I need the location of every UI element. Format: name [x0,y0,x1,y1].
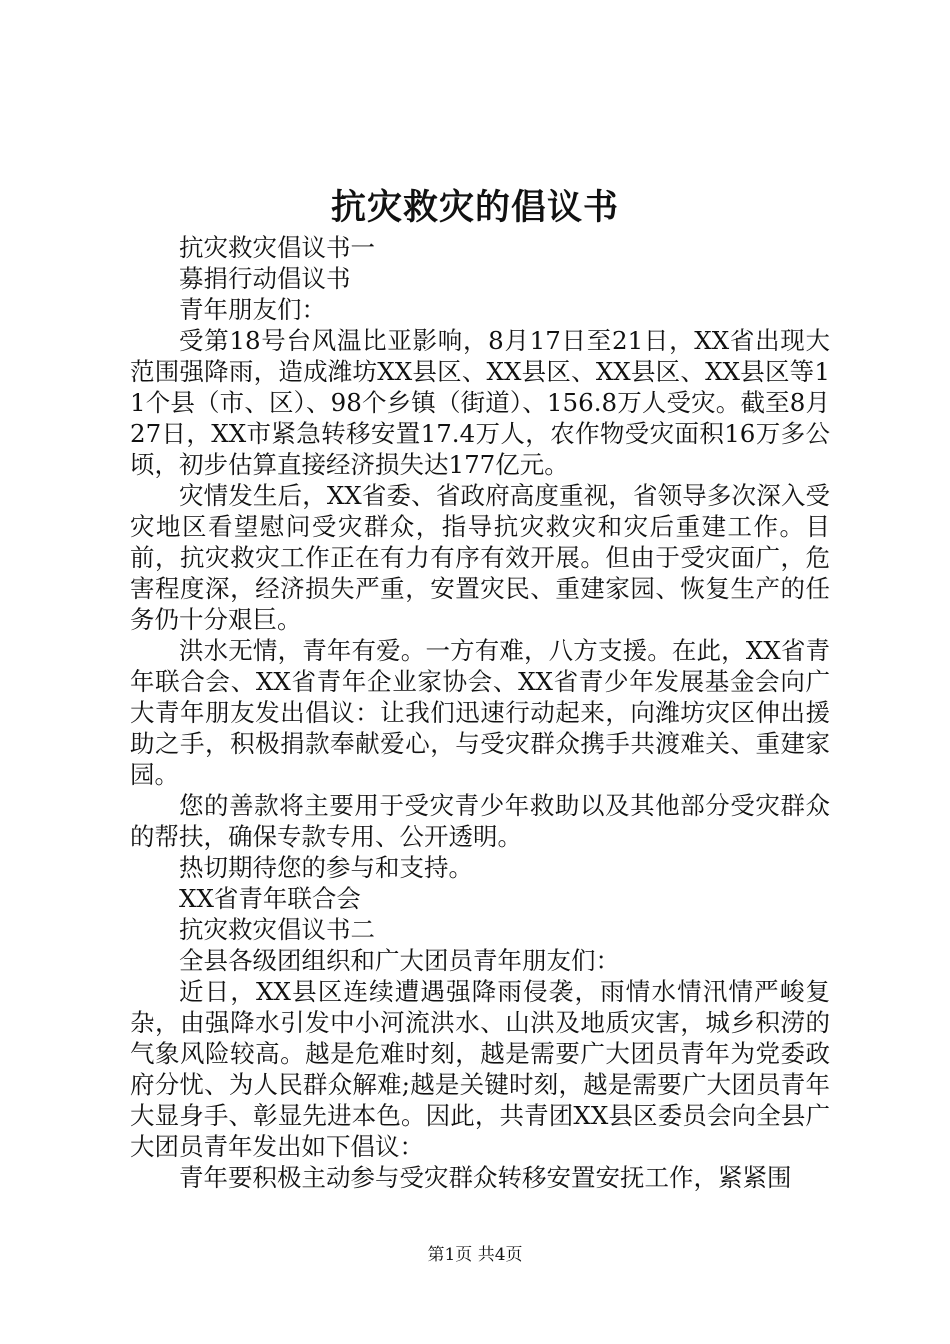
paragraph-salutation: 青年朋友们： [179,295,326,324]
paragraph: 洪水无情，青年有爱。一方有难，八方支援。在此，XX省青年联合会、XX省青年企业家协会、XX省青少年发展基金会向广大青年朋友发出倡议：让我们迅速行动起来，向潍坊灾区伸出援助之手，积极捐款奉献爱心，与受灾群众携手共渡难关、重建家园。 [130,636,830,789]
paragraph-subheading: 募捐行动倡议书 [179,264,351,293]
document-body [130,232,830,1193]
paragraph-signature: XX省青年联合会 [179,884,361,913]
paragraph: 青年要积极主动参与受灾群众转移安置安抚工作，紧紧围 [179,1163,792,1192]
paragraph-heading-2: 抗灾救灾倡议书二 [179,915,375,944]
paragraph: 受第18号台风温比亚影响，8月17日至21日，XX省出现大范围强降雨，造成潍坊XX县区、XX县区、XX县区、XX县区等11个县（市、区）、98个乡镇（街道）、156.8万人受灾。截至8月27日，XX市紧急转移安置17.4万人，农作物受灾面积16万多公顷，初步估算直接经济损失达177亿元。 [130,326,830,479]
paragraph: 灾情发生后，XX省委、省政府高度重视，省领导多次深入受灾地区看望慰问受灾群众，指导抗灾救灾和灾后重建工作。目前，抗灾救灾工作正在有力有序有效开展。但由于受灾面广，危害程度深，经济损失严重，安置灾民、重建家园、恢复生产的任务仍十分艰巨。 [130,481,830,634]
paragraph: 您的善款将主要用于受灾青少年救助以及其他部分受灾群众的帮扶，确保专款专用、公开透明。 [130,791,830,851]
document-title: 抗灾救灾的倡议书 [330,187,619,228]
page-number-footer: 第1页 共4页 [427,1245,523,1265]
paragraph: 热切期待您的参与和支持。 [179,853,473,882]
paragraph-heading-1: 抗灾救灾倡议书一 [179,233,375,262]
paragraph-salutation: 全县各级团组织和广大团员青年朋友们： [179,946,620,975]
paragraph: 近日，XX县区连续遭遇强降雨侵袭，雨情水情汛情严峻复杂，由强降水引发中小河流洪水、山洪及地质灾害，城乡积涝的气象风险较高。越是危难时刻，越是需要广大团员青年为党委政府分忧、为人民群众解难;越是关键时刻，越是需要广大团员青年大显身手、彰显先进本色。因此，共青团XX县区委员会向全县广大团员青年发出如下倡议： [130,977,830,1161]
